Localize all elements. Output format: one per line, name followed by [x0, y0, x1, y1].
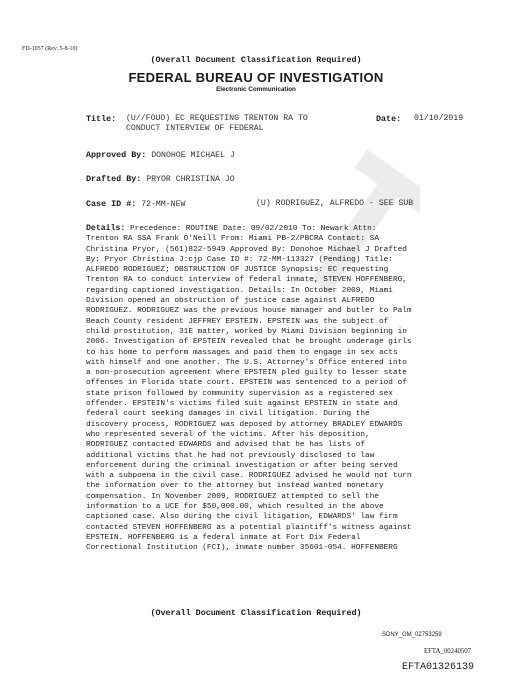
details-line: ALFREDO RODRIGUEZ; OBSTRUCTION OF JUSTICE Synopsis: EC requesting — [86, 266, 389, 275]
details-line: captioned case. Also during the civil litigation, EDWARDS' law firm — [86, 513, 398, 522]
details-line: a non-prosecution agreement where EPSTEIN pled guilty to lesser state — [86, 369, 407, 378]
case-subject: (U) RODRIGUEZ, ALFREDO - SEE SUB — [256, 199, 414, 208]
title-label: Title: — [86, 114, 117, 124]
approved-by-row — [86, 150, 235, 160]
details-line: who represented several of the victims. After his deposition, — [86, 430, 370, 439]
details-line: discovery process, RODRIGUEZ was deposed by attorney BRADLEY EDWARDS — [86, 420, 403, 429]
details-line: enforcement during the criminal investigation or after being served — [86, 461, 398, 470]
date-label: Date: — [376, 114, 402, 124]
details-lines — [86, 224, 478, 554]
details-line: with a subpoena in the civil case. RODRIGUEZ advised he would not turn — [86, 472, 412, 481]
details-line: Correctional Institution (FCI), inmate number 35601-054. HOFFENBERG — [86, 544, 398, 553]
details-label: Details: — [86, 224, 126, 233]
details-line: Division opened an obstruction of justice case against ALFREDO — [86, 297, 375, 306]
approved-by-value: DONOHOE MICHAEL J — [151, 151, 235, 160]
details-line: RODRIGUEZ contacted EDWARDS and advised that he has lists of — [86, 441, 366, 450]
form-number: FD-1057 (Rev. 5-8-10) — [22, 46, 78, 52]
efta-large: EFTA01326139 — [402, 662, 475, 673]
case-id-value: 72-MM-NEW — [141, 200, 186, 209]
agency-title: FEDERAL BUREAU OF INVESTIGATION — [128, 70, 384, 85]
efta-small: EFTA_00240507 — [424, 648, 472, 655]
title-line-1: (U//FOUO) EC REQUESTING TRENTON RA TO — [126, 114, 308, 123]
details-line: Beach County resident JEFFREY EPSTEIN. EPSTEIN was the subject of — [86, 317, 389, 326]
details-line: child prostitution, 31E matter, worked by Miami Division beginning in — [86, 327, 407, 336]
details-line: federal court seeking damages in civil litigation. During the — [86, 410, 370, 419]
drafted-by-row — [86, 174, 235, 184]
details-line: Christina Pryor, (561)822-5949 Approved By: Donohoe Michael J Drafted — [86, 245, 407, 254]
details-line: 2006. Investigation of EPSTEIN revealed that he brought underage girls — [86, 338, 412, 347]
approved-by-label: Approved By: — [86, 150, 147, 160]
details-line: to his home to perform massages and paid them to engage in sex acts — [86, 348, 398, 357]
details-line: RODRIGUEZ. RODRIGUEZ was the previous house manager and butler to Palm — [86, 307, 412, 316]
details-body — [86, 224, 478, 554]
classification-top: (Overall Document Classification Required) — [150, 55, 362, 65]
document-type: Electronic Communication — [216, 86, 296, 93]
drafted-by-label: Drafted By: — [86, 174, 142, 184]
details-line: additional victims that he had not previously disclosed to law — [86, 451, 375, 460]
case-id-row — [86, 199, 486, 209]
bates-sdny: SDNY_GM_02753259 — [382, 632, 442, 638]
title-line-2: CONDUCT INTERVIEW OF FEDERAL — [126, 124, 264, 134]
date-value: 01/10/2019 — [414, 114, 464, 123]
details-line: offenses in Florida state court. EPSTEIN was sentenced to a period of — [86, 379, 407, 388]
details-line: By: Pryor Christina J:cjp Case ID #: 72-MM-113327 (Pending) Title: — [86, 255, 393, 264]
details-line: offender. EPSTEIN's victims filed suit against EPSTEIN in state and — [86, 400, 398, 409]
case-id-label: Case ID #: — [86, 199, 137, 209]
drafted-by-value: PRYOR CHRISTINA JO — [146, 175, 235, 184]
details-line: with himself and one another. The U.S. Attorney's Office entered into — [86, 358, 407, 367]
details-line: EPSTEIN. HOFFENBERG is a federal inmate at Fort Dix Federal — [86, 533, 361, 542]
details-line: the information over to the attorney but instead wanted monetary — [86, 482, 384, 491]
title-value — [126, 114, 346, 134]
details-line: contacted STEVEN HOFFENBERG as a potential plaintiff's witness against — [86, 523, 412, 532]
details-line: Details: Precedence: ROUTINE Date: 09/02/2010 To: Newark Attn: — [86, 224, 377, 233]
details-line: Trenton RA SSA Frank O'Neill From: Miami PB-2/PBCRA Contact: SA — [86, 235, 379, 244]
classification-bottom: (Overall Document Classification Required) — [150, 608, 362, 618]
details-line: regarding captioned investigation. Details: In October 2009, Miami — [86, 286, 393, 295]
details-line: information to a UCE for $50,000.00, which resulted in the above — [86, 503, 384, 512]
details-line: compensation. In November 2009, RODRIGUEZ attempted to sell the — [86, 492, 379, 501]
details-line: state prison followed by community supervision as a registered sex — [86, 389, 393, 398]
details-line: Trenton RA to conduct interview of federal inmate, STEVEN HOFFENBERG, — [86, 276, 407, 285]
